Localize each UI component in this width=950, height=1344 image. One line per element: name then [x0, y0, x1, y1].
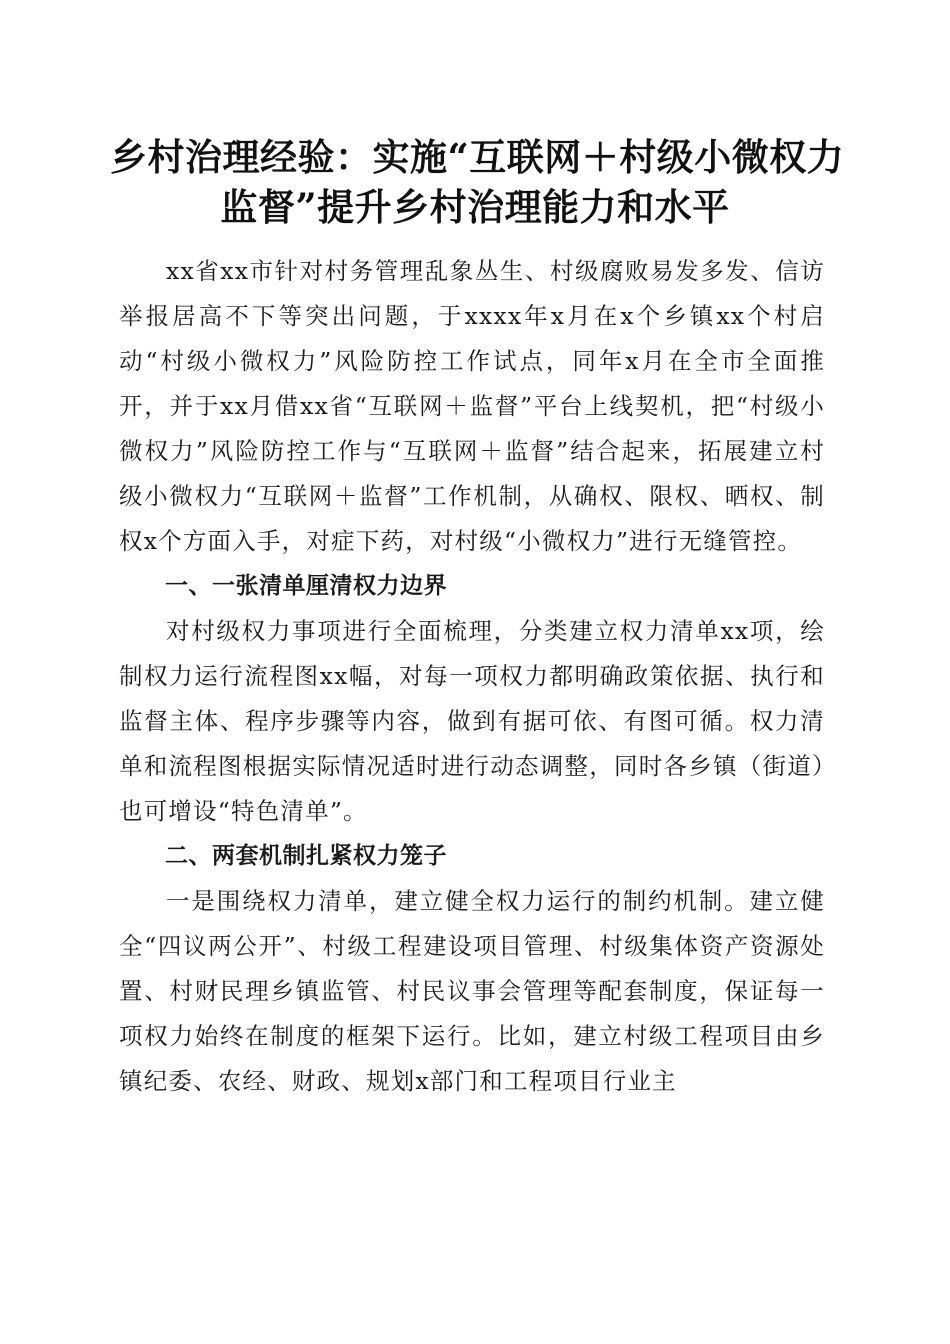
section-1-paragraph: 对村级权力事项进行全面梳理，分类建立权力清单xx项，绘制权力运行流程图xx幅，对每一项权力都明确政策依据、执行和监督主体、程序步骤等内容，做到有据可依、有图可循。权力清单和流程图根据实际情况适时进行动态调整，同时各乡镇（街道）也可增设“特色清单”。: [119, 617, 825, 825]
document-body: [119, 249, 825, 1104]
section-1-heading: 一、一张清单厘清权力边界: [165, 573, 447, 599]
section-2-paragraph: 一是围绕权力清单，建立健全权力运行的制约机制。建立健全“四议两公开”、村级工程建设项目管理、村级集体资产资源处置、村财民理乡镇监管、村民议事会管理等配套制度，保证每一项权力始终在制度的框架下运行。比如，建立村级工程项目由乡镇纪委、农经、财政、规划x部门和工程项目行业主: [119, 887, 825, 1095]
title-line-1: 乡村治理经验：实施“互联网＋村级小微权力: [110, 135, 845, 179]
intro-paragraph: xx省xx市针对村务管理乱象丛生、村级腐败易发多发、信访举报居高不下等突出问题，于xxxx年x月在x个乡镇xx个村启动“村级小微权力”风险防控工作试点，同年x月在全市全面推开，并于xx月借xx省“互联网＋监督”平台上线契机，把“村级小微权力”风险防控工作与“互联网＋监督”结合起来，拓展建立村级小微权力“互联网＋监督”工作机制，从确权、限权、晒权、制权x个方面入手，对症下药，对村级“小微权力”进行无缝管控。: [119, 257, 825, 555]
title-line-2: 监督”提升乡村治理能力和水平: [220, 185, 730, 229]
section-2-heading: 二、两套机制扎紧权力笼子: [165, 843, 447, 869]
document-title: [110, 132, 845, 232]
